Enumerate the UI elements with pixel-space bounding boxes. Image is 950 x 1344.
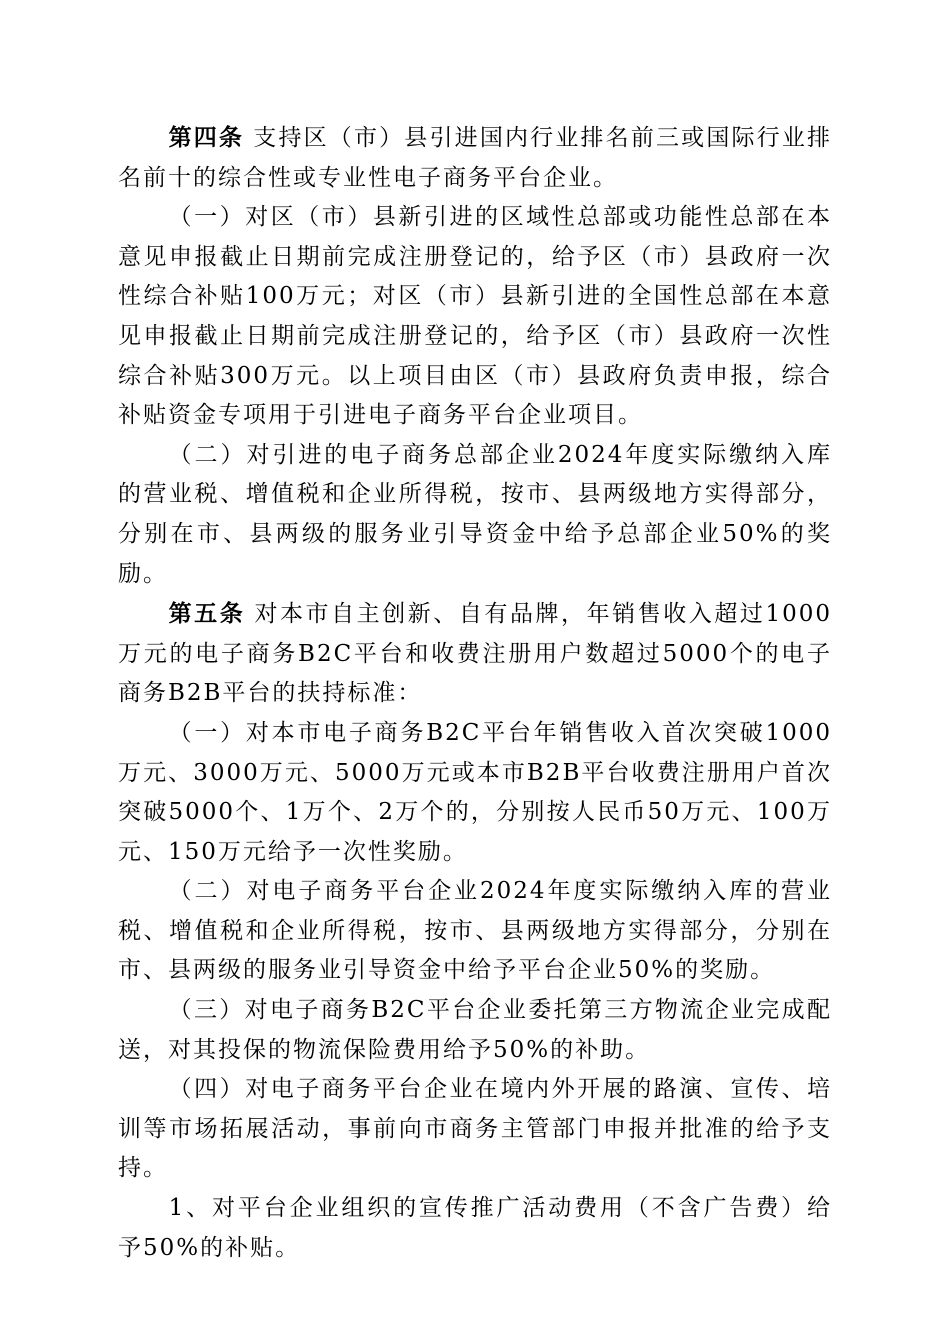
list-item <box>118 436 832 594</box>
paragraph-text: （二）对引进的电子商务总部企业2024年度实际缴纳入库的营业税、增值税和企业所得税，按市、县两级地方实得部分，分别在市、县两级的服务业引导资金中给予总部企业50%的奖励。 <box>118 441 832 587</box>
paragraph-text: 1、对平台企业组织的宣传推广活动费用（不含广告费）给予50%的补贴。 <box>118 1195 832 1261</box>
list-item <box>118 991 832 1070</box>
article-label: 第五条 <box>168 600 246 628</box>
paragraph-text: （四）对电子商务平台企业在境内外开展的路演、宣传、培训等市场拓展活动，事前向市商务主管部门申报并批准的给予支持。 <box>118 1076 832 1182</box>
paragraph-text: 对本市自主创新、自有品牌，年销售收入超过1000万元的电子商务B2C平台和收费注册用户数超过5000个的电子商务B2B平台的扶持标准： <box>118 601 832 707</box>
paragraph-text: （一）对区（市）县新引进的区域性总部或功能性总部在本意见申报截止日期前完成注册登记的，给予区（市）县政府一次性综合补贴100万元；对区（市）县新引进的全国性总部在本意见申报截止日期前完成注册登记的，给予区（市）县政府一次性综合补贴300万元。以上项目由区（市）县政府负责申报，综合补贴资金专项用于引进电子商务平台企业项目。 <box>118 204 832 429</box>
list-item <box>118 1189 832 1268</box>
list-item <box>118 1070 832 1189</box>
paragraph-text: （三）对电子商务B2C平台企业委托第三方物流企业完成配送，对其投保的物流保险费用给予50%的补助。 <box>118 997 832 1063</box>
article-5-paragraph <box>118 594 832 714</box>
paragraph-text: （二）对电子商务平台企业2024年度实际缴纳入库的营业税、增值税和企业所得税，按市、县两级地方实得部分，分别在市、县两级的服务业引导资金中给予平台企业50%的奖励。 <box>118 878 832 984</box>
article-4-paragraph <box>118 118 832 198</box>
list-item <box>118 198 832 436</box>
document-page <box>118 118 832 1268</box>
paragraph-text: （一）对本市电子商务B2C平台年销售收入首次突破1000万元、3000万元、5000万元或本市B2B平台收费注册用户首次突破5000个、1万个、2万个的，分别按人民币50万元、100万元、150万元给予一次性奖励。 <box>118 719 832 865</box>
paragraph-text: 支持区（市）县引进国内行业排名前三或国际行业排名前十的综合性或专业性电子商务平台企业。 <box>118 125 833 191</box>
list-item <box>118 872 832 991</box>
list-item <box>118 714 832 872</box>
article-label: 第四条 <box>168 124 245 151</box>
